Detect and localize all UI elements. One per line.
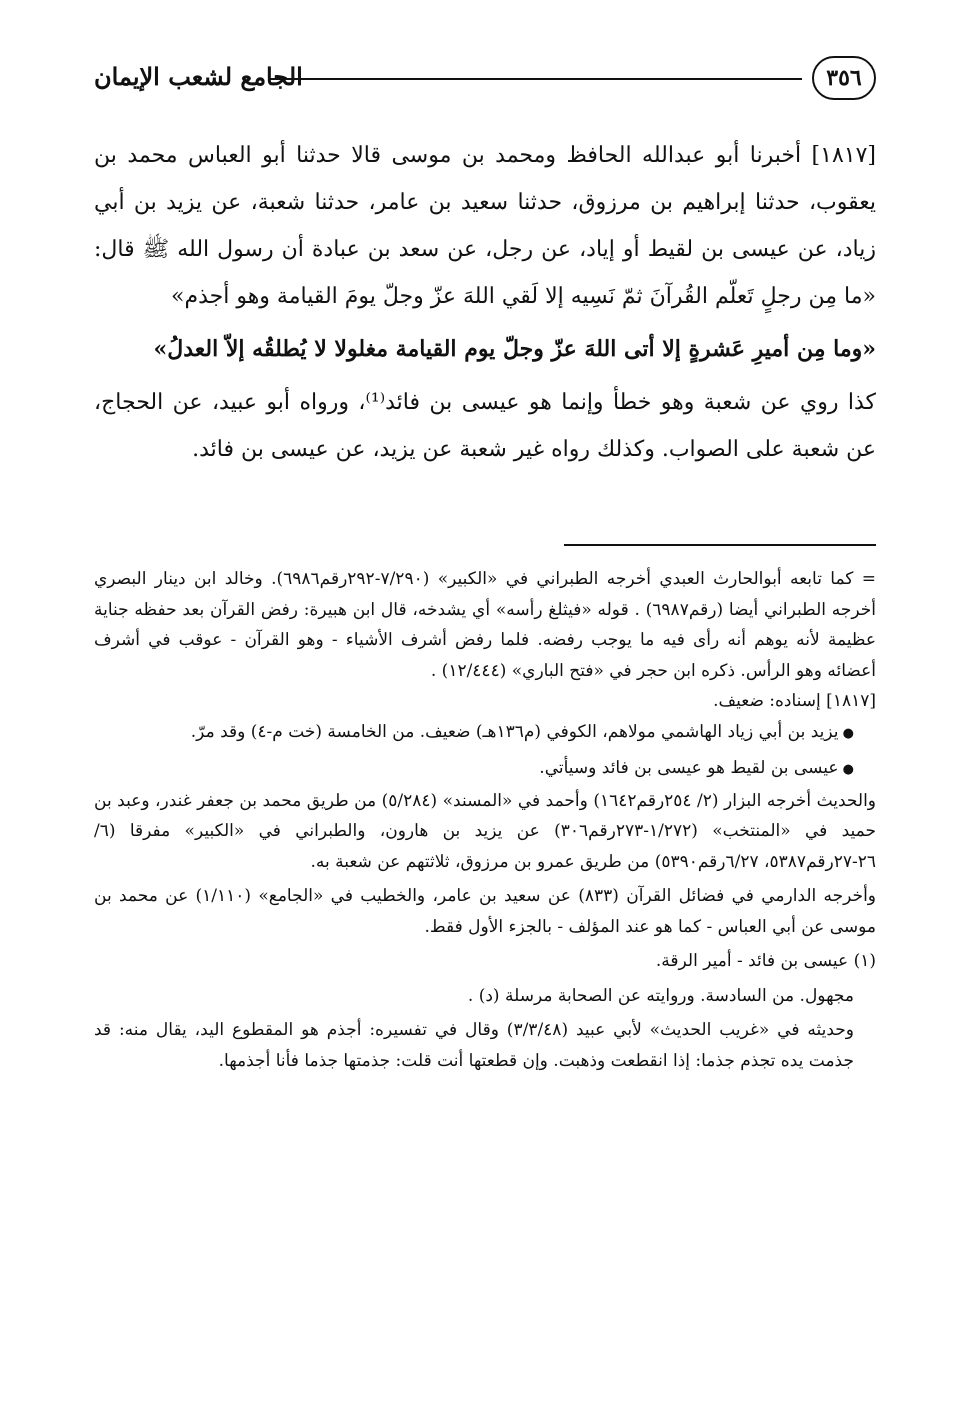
footnote-1-gharib: وحديثه في «غريب الحديث» لأبي عبيد (٣/٣/٤٨) وقال في تفسيره: أجذم هو المقطوع اليد، يقال منه: قد جذمت يده تجذم جذما: إذا انقطعت وذهبت. وإن قطعتها أنت قلت: جذمتها جذما فأنا أجذمها. xyxy=(94,1020,854,1071)
footnote-continuation: = كما تابعه أبوالحارث العبدي أخرجه الطبراني في «الكبير» (٧/٢٩٠-٢٩٢رقم٦٩٨٦). وخالد ابن دينار البصري أخرجه الطبراني أيضا (رقم٦٩٨٧) . قوله «فيثلغ رأسه» أي يشدخه، قال ابن هبيرة: رفض القرآن بعد حفظه جناية عظيمة لأنه يوهم أنه رأى فيه ما يوجب رفضه. فلما رفض أشرف الأشياء - وهو القرآن - عوقب في أشرف أعضائه وهو الرأس. ذكره ابن حجر في «فتح الباري» (١٢/٤٤٤) . xyxy=(94,569,876,681)
page-number: ٣٥٦ xyxy=(812,56,876,100)
book-title: الجامع لشعب الإيمان xyxy=(94,62,303,91)
isnad-grade: [١٨١٧] إسناده: ضعيف. xyxy=(713,691,876,711)
header-rule xyxy=(270,78,802,80)
main-text xyxy=(94,132,876,473)
footnote-1-title: (١) عيسى بن فائد - أمير الرقة. xyxy=(655,951,876,971)
takhrij-paragraph: والحديث أخرجه البزار (٢/ ٢٥٤رقم١٦٤٢) وأحمد في «المسند» (٥/٢٨٤) من طريق محمد بن جعفر غندر، وعبد بن حميد في «المنتخب» (١/٢٧٢-٢٧٣رقم٣٠٦) عن يزيد بن هارون، والطبراني في «الكبير» مفرقا (٦/ ٢٦-٢٧رقم٥٣٨٧، ٦/٢٧رقم٥٣٩٠) من طريق عمرو بن مرزوق، ثلاثتهم عن شعبة به. xyxy=(94,790,877,872)
footnote-separator xyxy=(564,544,876,546)
hadith-second-quote: «وما مِن أميرِ عَشرةٍ إلا أتى اللهَ عزّ وجلّ يوم القيامة مغلولا لا يُطلقُه إلاّ العدلُ» xyxy=(153,336,876,362)
takhrij-darimi: وأخرجه الدارمي في فضائل القرآن (٨٣٣) عن سعيد بن عامر، والخطيب في «الجامع» (١/١١٠) عن محمد بن موسى عن أبي العباس - كما هو عند المؤلف - بالجزء الأول فقط. xyxy=(94,886,876,937)
narrator-note-isa: ● عيسى بن لقيط هو عيسى بن فائد وسيأتي. xyxy=(94,753,876,786)
commentary-paragraph: كذا روي عن شعبة وهو خطأ وإنما هو عيسى بن فائد⁽¹⁾، ورواه أبو عبيد، عن الحجاج، عن شعبة على الصواب. وكذلك رواه غير شعبة عن يزيد، عن عيسى بن فائد. xyxy=(94,390,876,462)
page-header xyxy=(94,52,876,112)
narrator-note-yazid: ● يزيد بن أبي زياد الهاشمي مولاهم، الكوفي (م١٣٦هـ) ضعيف. من الخامسة (خت م-٤) وقد مرّ. xyxy=(94,717,876,750)
footnote-1-grade: مجهول. من السادسة. وروايته عن الصحابة مرسلة (د) . xyxy=(467,985,854,1006)
hadith-chain-paragraph: [١٨١٧] أخبرنا أبو عبدالله الحافظ ومحمد بن موسى قالا حدثنا أبو العباس محمد بن يعقوب، حدثنا إبراهيم بن مرزوق، حدثنا سعيد بن عامر، حدثنا شعبة، عن يزيد بن أبي زياد، عن عيسى بن لقيط أو إياد، عن رجل، عن سعد بن عبادة أن رسول الله ﷺ قال: «ما مِن رجلٍ تَعلّم القُرآنَ ثمّ نَسِيه إلا لَقي اللهَ عزّ وجلّ يومَ القيامة وهو أجذم» xyxy=(94,143,876,309)
footnotes xyxy=(94,564,876,1076)
